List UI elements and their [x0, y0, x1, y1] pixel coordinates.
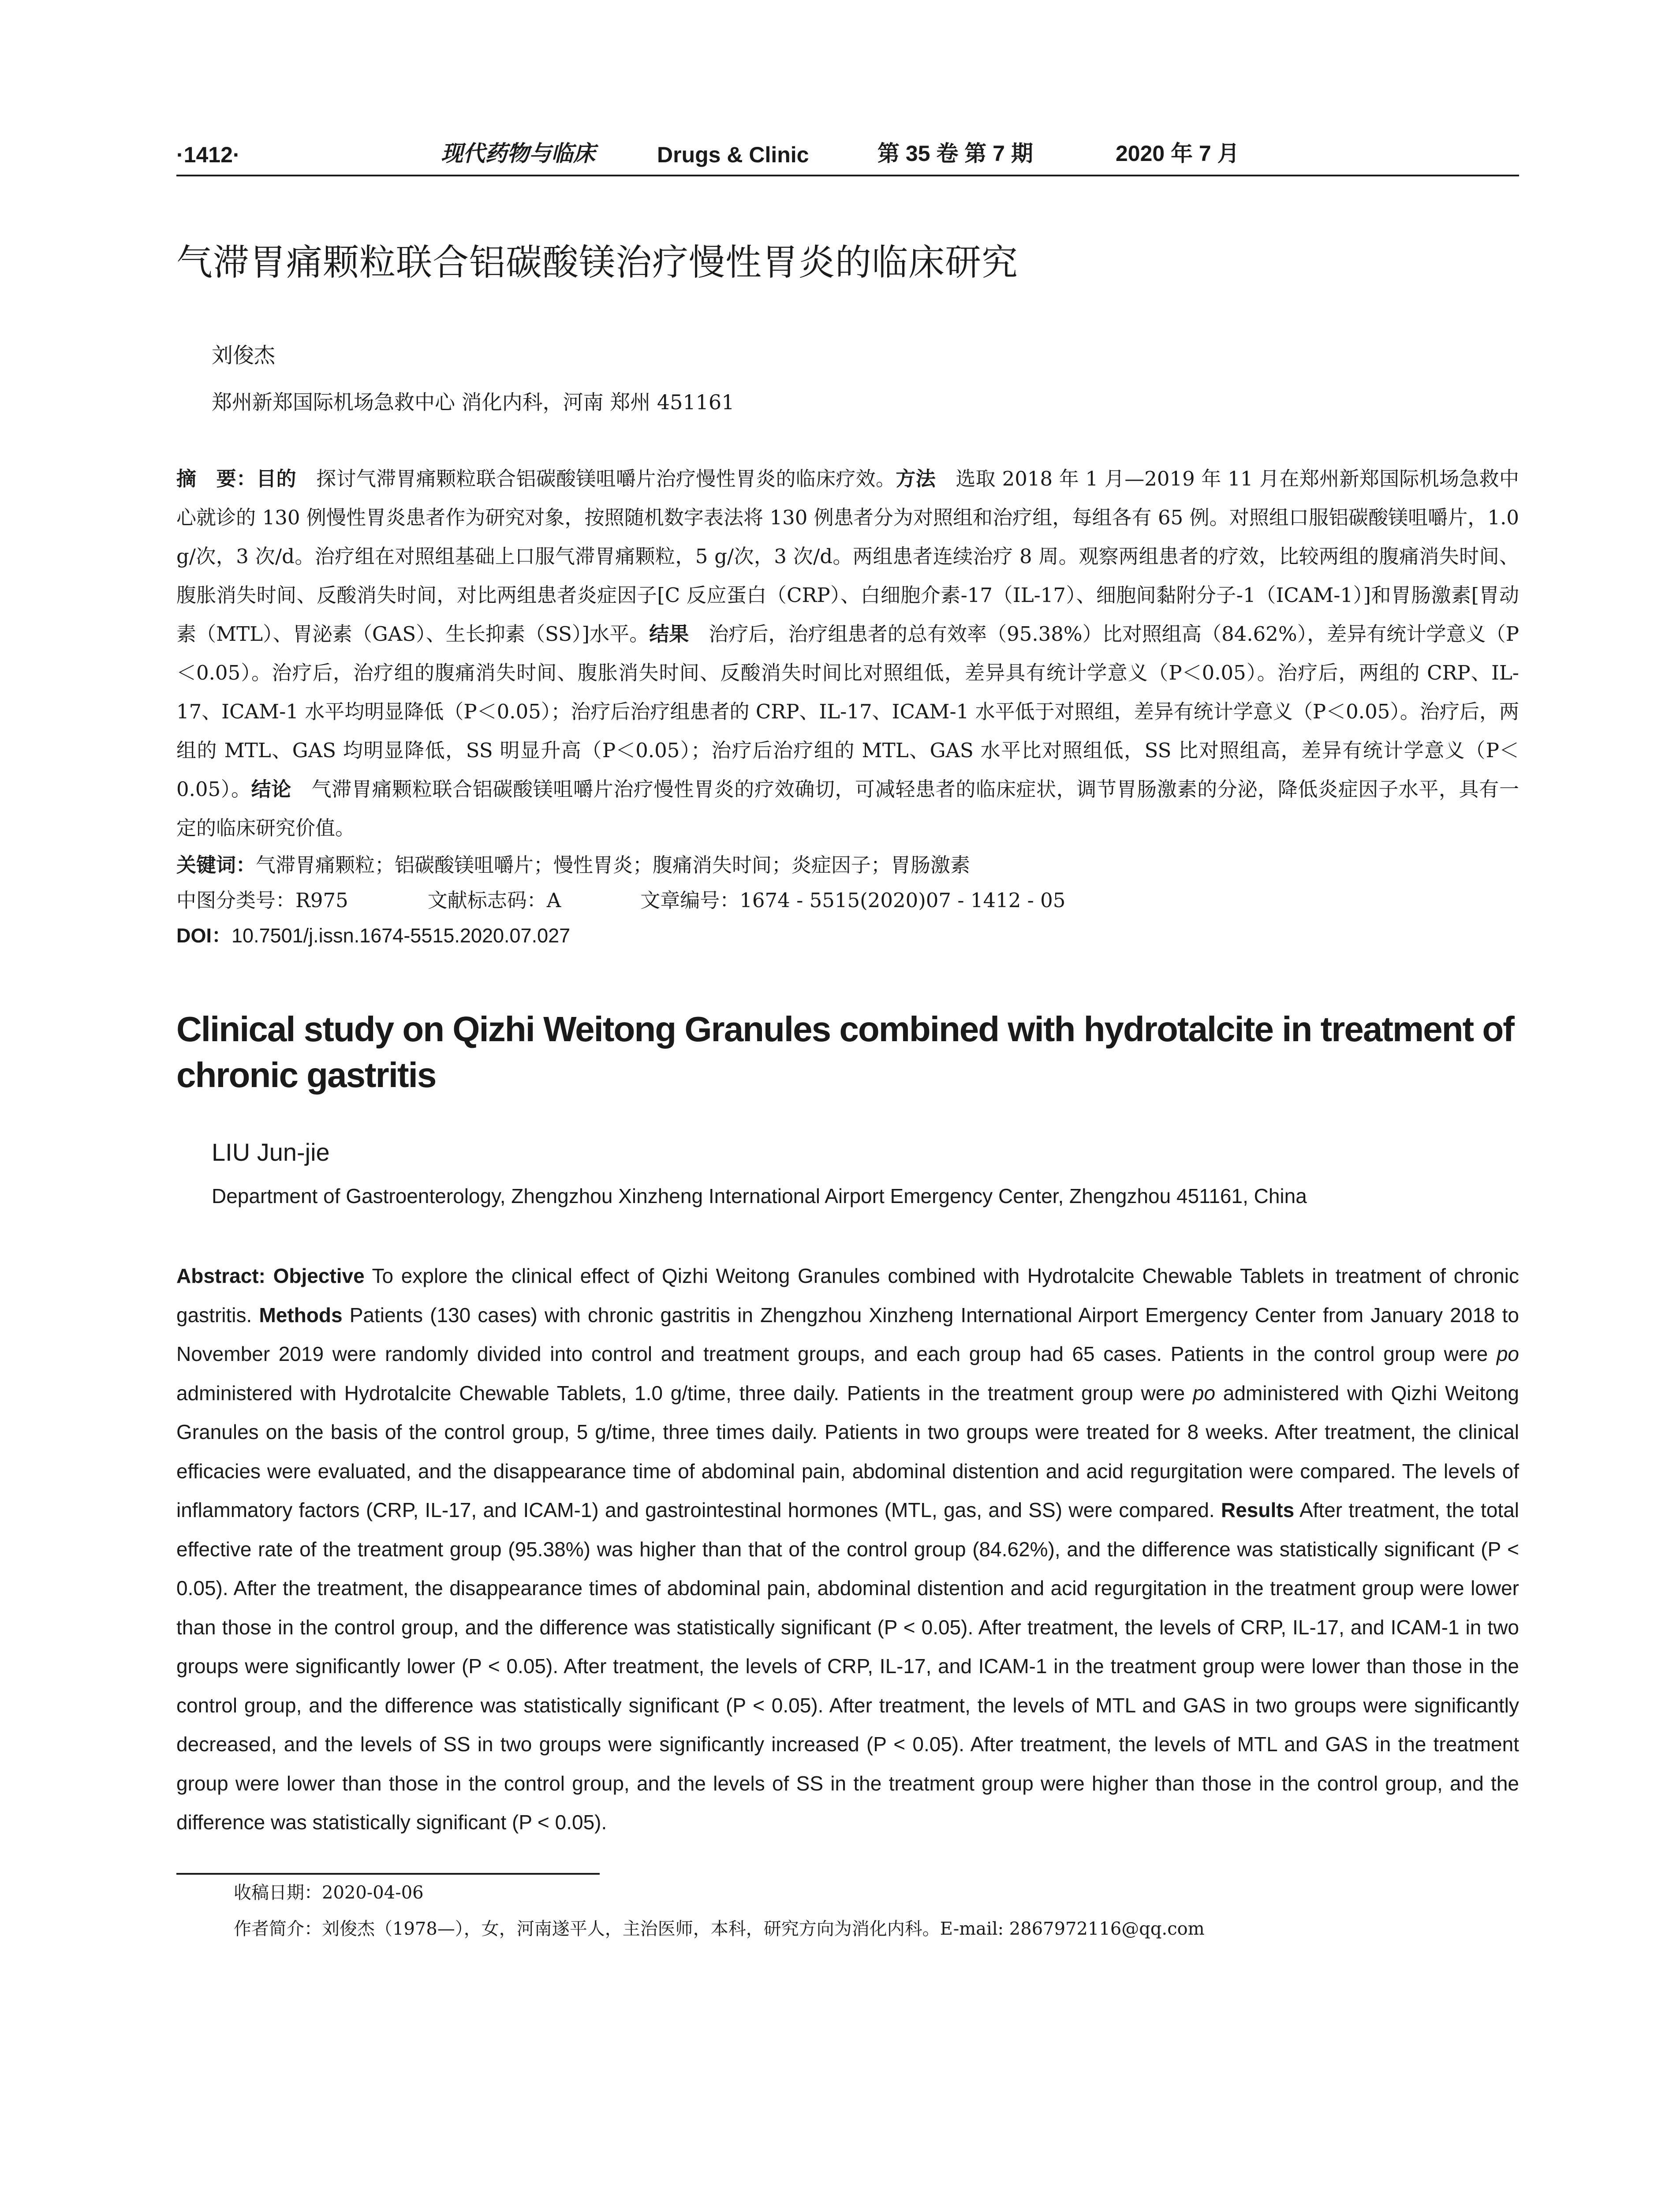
abstract-cn: [176, 460, 1519, 848]
author-cn: 刘俊杰: [212, 343, 276, 368]
methods-text-cn: 选取 2018 年 1 月—2019 年 11 月在郑州新郑国际机场急救中心就诊的 130 例慢性胃炎患者作为研究对象，按照随机数字表法将 130 例患者分为对照组和治疗组，每组各有 65 例。对照组口服铝碳酸镁咀嚼片，1.0 g/次，3 次/d。治疗组在对照组基础上口服气滞胃痛颗粒，5 g/次，3 次/d。两组患者连续治疗 8 周。观察两组患者的疗效，比较两组的腹痛消失时间、腹胀消失时间、反酸消失时间，对比两组患者炎症因子[C 反应蛋白（CRP）、白细胞介素-17（IL-17）、细胞间黏附分子-1（ICAM-1）]和胃肠激素[胃动素（MTL）、胃泌素（GAS）、生长抑素（SS）]水平。: [176, 467, 1519, 646]
objective-label-cn: 目的: [256, 467, 296, 490]
doi: [176, 918, 1519, 953]
objective-text-cn: 探讨气滞胃痛颗粒联合铝碳酸镁咀嚼片治疗慢性胃炎的临床疗效。: [296, 467, 896, 490]
results-text-cn: 治疗后，治疗组患者的总有效率（95.38%）比对照组高（84.62%），差异有统计学意义（P＜0.05）。治疗后，治疗组的腹痛消失时间、腹胀消失时间、反酸消失时间比对照组低，差异具有统计学意义（P＜0.05）。治疗后，两组的 CRP、IL-17、ICAM-1 水平均明显降低（P＜0.05）；治疗后治疗组患者的 CRP、IL-17、ICAM-1 水平低于对照组，差异有统计学意义（P＜0.05）。治疗后，两组的 MTL、GAS 均明显降低，SS 明显升高（P＜0.05）；治疗后治疗组的 MTL、GAS 水平比对照组低，SS 比对照组高，差异有统计学意义（P＜0.05）。: [176, 622, 1519, 801]
conclusion-label-cn: 结论: [251, 777, 291, 801]
journal-name-cn: 现代药物与临床: [441, 140, 595, 166]
article-title-cn: 气滞胃痛颗粒联合铝碳酸镁治疗慢性胃炎的临床研究: [176, 242, 1019, 284]
doi-label: DOI：: [176, 924, 232, 947]
results-text-en: After treatment, the total effective rate of the treatment group (95.38%) was higher than that of the control group (84.62%), and the difference was statistically significant (P < 0.05). After the treatment, the disappearance times of abdominal pain, abdominal distention and acid regurgitation in the treatment group were lower than those in the control group, and the difference was statistically significant (P < 0.05). After treatment, the levels of CRP, IL-17, and ICAM-1 in two groups were significantly lower (P < 0.05). After treatment, the levels of CRP, IL-17, and ICAM-1 in the treatment group were lower than those in the control group, and the difference was statistically significant (P < 0.05). After treatment, the levels of MTL and GAS in two groups were significantly decreased, and the levels of SS in two groups were significantly increased (P < 0.05). After treatment, the levels of MTL and GAS in the treatment group were lower than those in the control group, and the levels of SS in the treatment group were higher than those in the control group, and the difference was statistically significant (P < 0.05).: [176, 1499, 1519, 1834]
methods-label-en: Methods: [259, 1303, 343, 1327]
methods-text-en-1: Patients (130 cases) with chronic gastritis in Zhengzhou Xinzheng International Airport Emergency Center from January 2018 to November 2019 were randomly divided into control and treatment groups, and each group had 65 cases. Patients in the control group were: [176, 1303, 1519, 1365]
abstract-label-en: Abstract:: [176, 1264, 265, 1287]
po-abbrev-1: po: [1496, 1342, 1519, 1365]
article-number: 文章编号：1674 - 5515(2020)07 - 1412 - 05: [640, 889, 1066, 912]
methods-label-cn: 方法: [896, 467, 936, 490]
issue-date: 2020 年 7 月: [1116, 141, 1239, 166]
doi-link[interactable]: 10.7501/j.issn.1674-5515.2020.07.027: [231, 924, 571, 947]
po-abbrev-2: po: [1192, 1381, 1216, 1405]
abstract-en: [176, 1256, 1519, 1842]
article-title-en: Clinical study on Qizhi Weitong Granules combined with hydrotalcite in treatment of chronic gastritis: [176, 1009, 1514, 1095]
results-label-en: Results: [1221, 1499, 1295, 1521]
journal-name-en: Drugs & Clinic: [657, 142, 809, 167]
page-number: ·1412·: [176, 142, 240, 167]
abstract-label-cn: 摘 要：: [176, 467, 257, 490]
received-date: 收稿日期：2020-04-06: [234, 1882, 424, 1903]
affiliation-en: Department of Gastroenterology, Zhengzhou Xinzheng International Airport Emergency Center, Zhengzhou 451161, China: [212, 1185, 1307, 1207]
conclusion-text-cn: 气滞胃痛颗粒联合铝碳酸镁咀嚼片治疗慢性胃炎的疗效确切，可减轻患者的临床症状，调节胃肠激素的分泌，降低炎症因子水平，具有一定的临床研究价值。: [176, 777, 1519, 840]
objective-label-en: Objective: [273, 1264, 365, 1287]
volume-issue: 第 35 卷 第 7 期: [877, 141, 1033, 166]
keywords-text-cn: 气滞胃痛颗粒；铝碳酸镁咀嚼片；慢性胃炎；腹痛消失时间；炎症因子；胃肠激素: [256, 853, 971, 877]
document-code: 文献标志码：A: [427, 889, 561, 912]
running-header: [176, 132, 1519, 176]
author-bio: 作者简介：刘俊杰（1978—），女，河南遂平人，主治医师，本科，研究方向为消化内科。E-mail: 2867972116@qq.com: [234, 1918, 1205, 1939]
clc-number: 中图分类号：R975: [176, 889, 348, 912]
author-en: LIU Jun-jie: [212, 1138, 330, 1166]
results-label-cn: 结果: [649, 622, 689, 646]
keywords-label-cn: 关键词：: [176, 853, 256, 877]
objective-text-en: To explore the clinical effect of Qizhi Weitong Granules combined with Hydrotalcite Chewable Tablets in treatment of chronic gastritis.: [176, 1264, 1519, 1327]
journal-page: [176, 132, 1519, 1947]
classification-line: [176, 883, 1519, 918]
keywords-cn: [176, 848, 1519, 883]
affiliation-cn: 郑州新郑国际机场急救中心 消化内科，河南 郑州 451161: [212, 390, 735, 414]
methods-text-en-3: administered with Qizhi Weitong Granules on the basis of the control group, 5 g/time, three times daily. Patients in two groups were treated for 8 weeks. After treatment, the clinical efficacies were evaluated, and the disappearance time of abdominal pain, abdominal distention and acid regurgitation were compared. The levels of inflammatory factors (CRP, IL-17, and ICAM-1) and gastrointestinal hormones (MTL, gas, and SS) were compared.: [176, 1381, 1519, 1521]
methods-text-en-2: administered with Hydrotalcite Chewable Tablets, 1.0 g/time, three daily. Patients in the treatment group were: [176, 1381, 1193, 1405]
